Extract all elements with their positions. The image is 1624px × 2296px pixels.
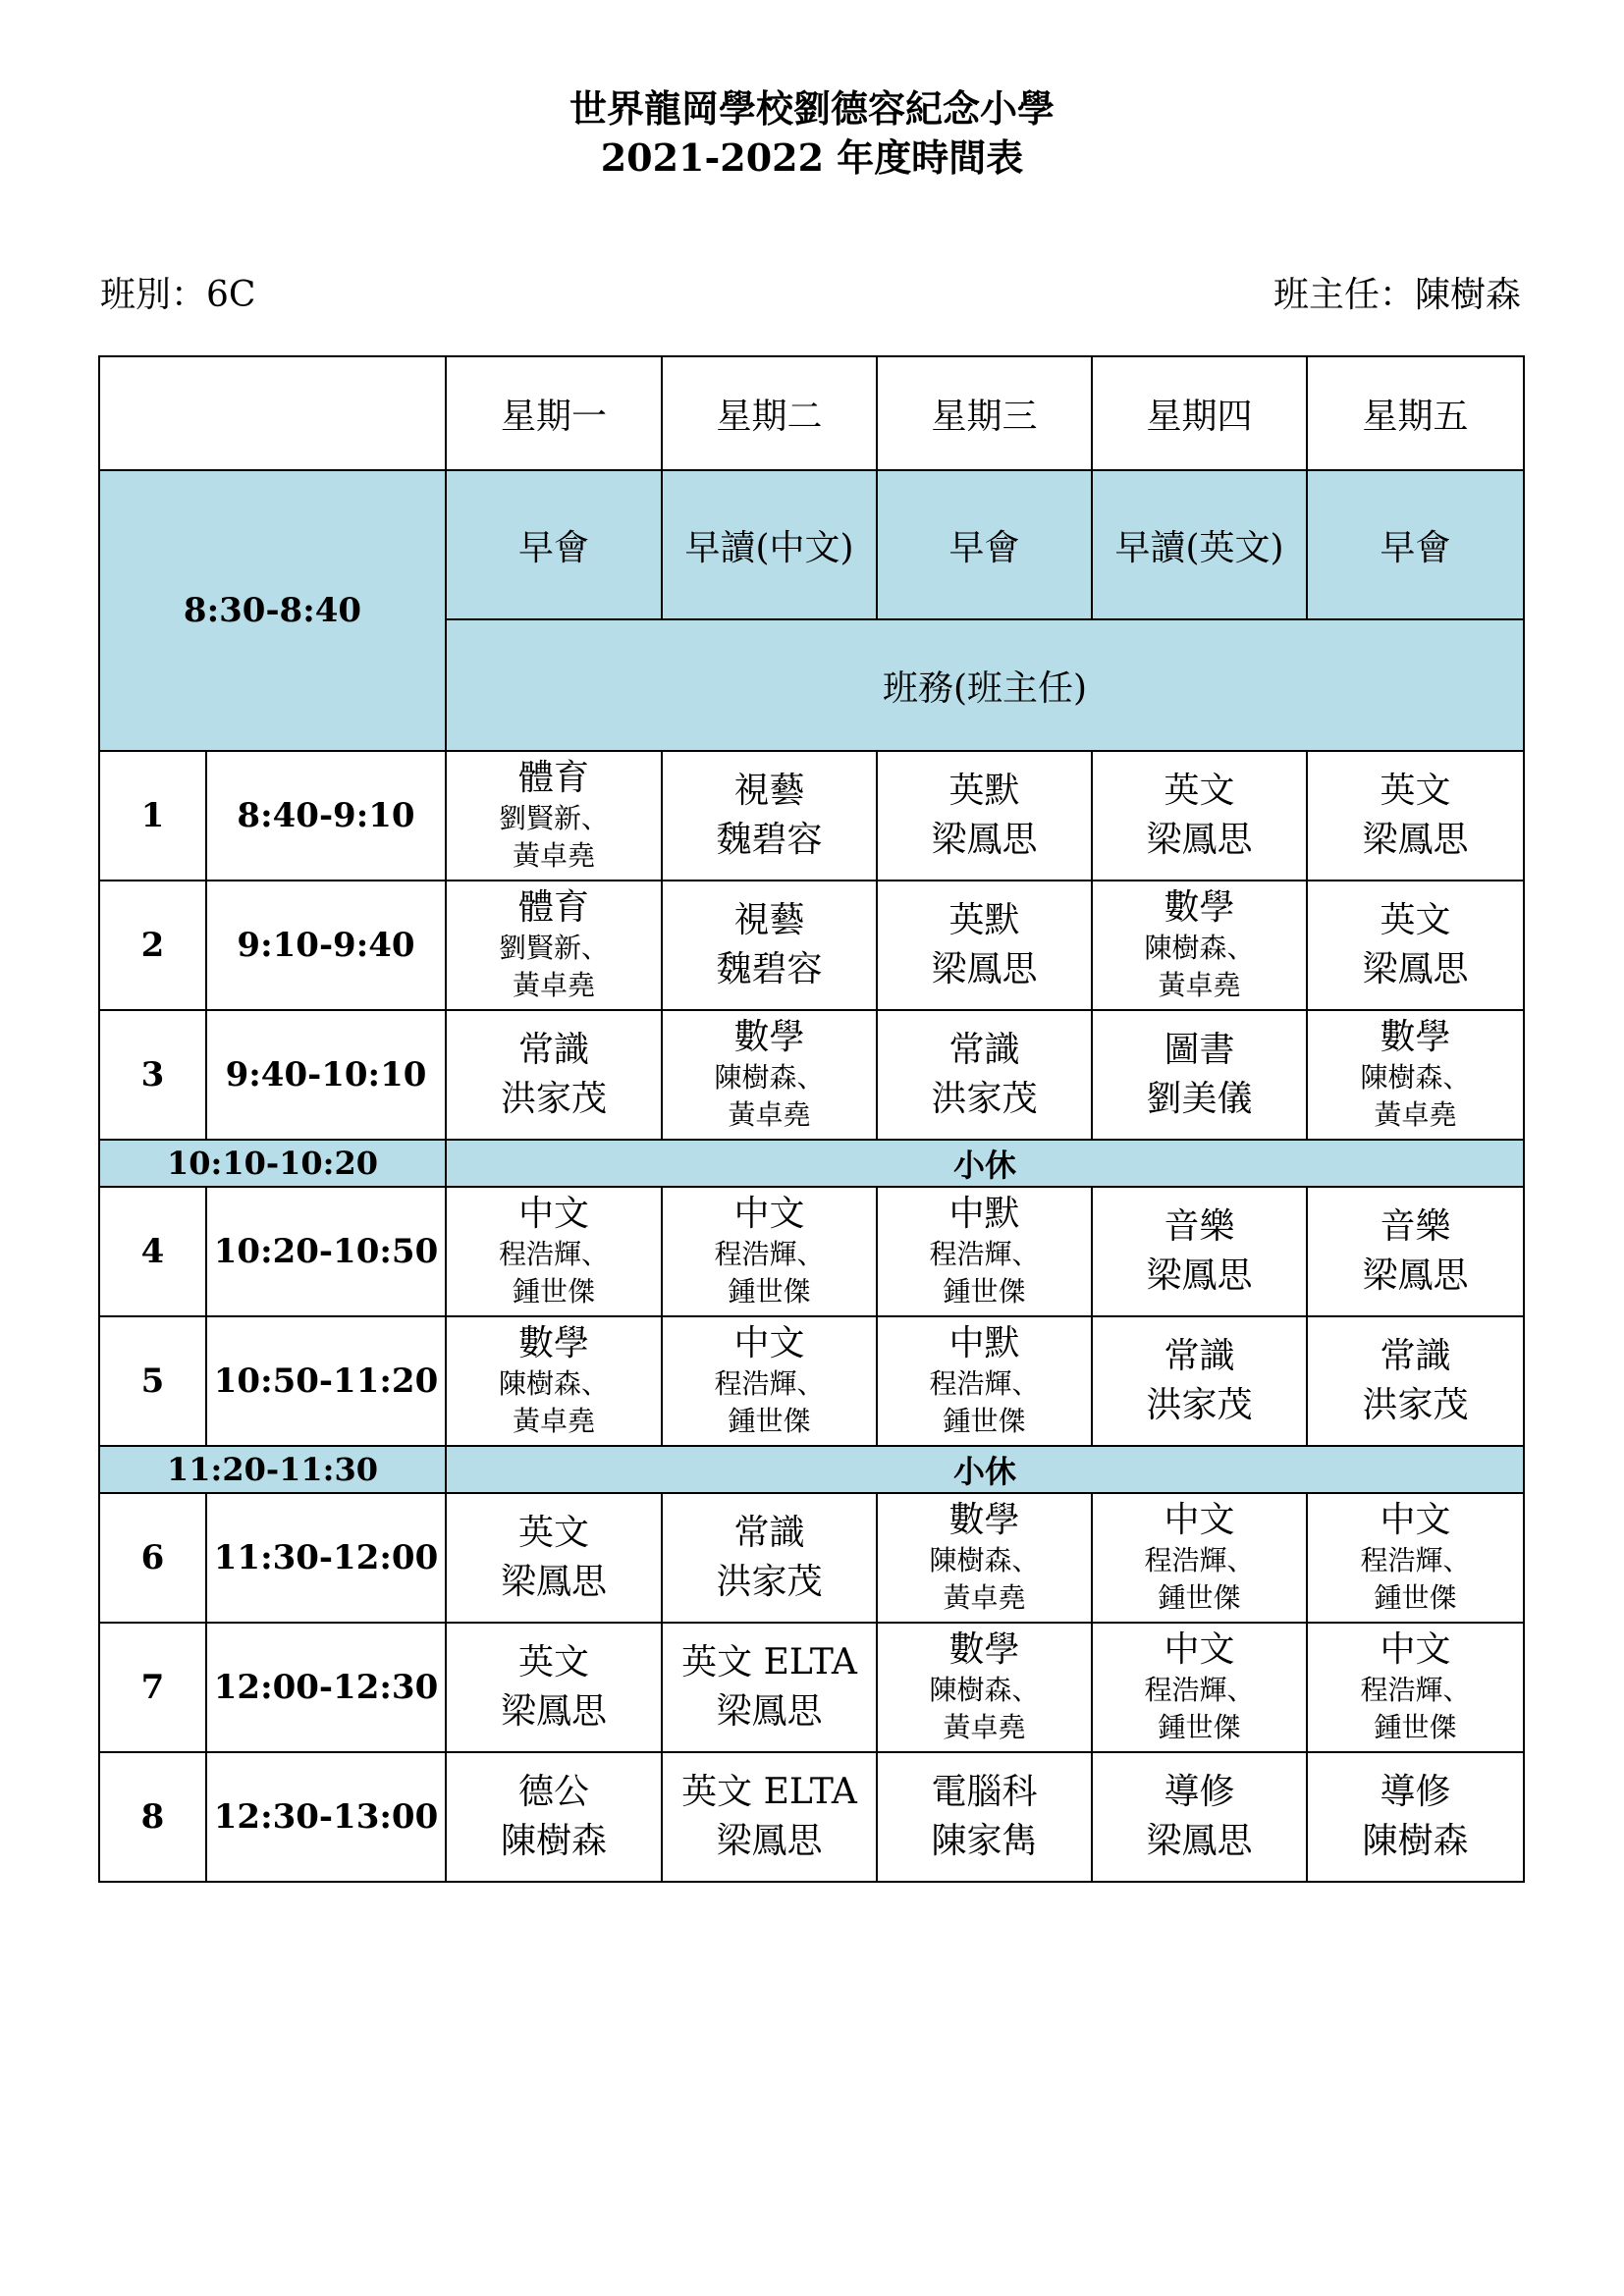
period-time: 10:20-10:50 bbox=[206, 1187, 446, 1316]
lesson-cell bbox=[1092, 1010, 1307, 1140]
morning-activity-monday: 早會 bbox=[446, 470, 662, 619]
subject-name: 英文 bbox=[517, 1513, 589, 1553]
period-number: 1 bbox=[99, 751, 206, 881]
lesson-cell bbox=[1307, 1187, 1524, 1316]
teacher-name: 陳樹森、 bbox=[498, 1367, 609, 1400]
lesson-cell bbox=[877, 1187, 1092, 1316]
subject-name: 數學 bbox=[948, 1500, 1020, 1540]
subject-name: 音樂 bbox=[1164, 1206, 1235, 1247]
subject-name: 數學 bbox=[733, 1017, 805, 1057]
period-number: 6 bbox=[99, 1493, 206, 1623]
teacher-name: 梁鳳思 bbox=[1362, 949, 1469, 989]
teacher-name: 黃卓堯 bbox=[943, 1581, 1026, 1614]
teacher-name: 陳樹森、 bbox=[929, 1674, 1040, 1706]
subject-name: 數學 bbox=[948, 1629, 1020, 1670]
teacher-name: 黃卓堯 bbox=[512, 839, 595, 872]
subject-name: 導修 bbox=[1164, 1772, 1235, 1812]
lesson-cell bbox=[1307, 751, 1524, 881]
subject-name: 英文 ELTA bbox=[681, 1772, 857, 1812]
subject-name: 德公 bbox=[517, 1772, 589, 1812]
lesson-cell bbox=[1307, 1010, 1524, 1140]
lesson-cell bbox=[1092, 1493, 1307, 1623]
subject-name: 常識 bbox=[1164, 1336, 1235, 1376]
period-row bbox=[99, 1316, 1524, 1446]
lesson-cell bbox=[662, 881, 877, 1010]
lesson-cell bbox=[1092, 881, 1307, 1010]
teacher-name: 鍾世傑 bbox=[728, 1275, 811, 1308]
teacher-name: 洪家茂 bbox=[1362, 1385, 1469, 1425]
teacher-name: 魏碧容 bbox=[716, 949, 823, 989]
break-label: 小休 bbox=[446, 1140, 1524, 1187]
period-number: 5 bbox=[99, 1316, 206, 1446]
lesson-cell bbox=[877, 751, 1092, 881]
teacher-name: 陳樹森、 bbox=[1360, 1061, 1471, 1094]
teacher-name: 程浩輝、 bbox=[1360, 1674, 1471, 1706]
period-time: 11:30-12:00 bbox=[206, 1493, 446, 1623]
day-header-row bbox=[99, 356, 1524, 470]
period-row bbox=[99, 1010, 1524, 1140]
teacher-name: 黃卓堯 bbox=[512, 1405, 595, 1437]
lesson-cell bbox=[877, 881, 1092, 1010]
period-time: 8:40-9:10 bbox=[206, 751, 446, 881]
teacher-name: 程浩輝、 bbox=[929, 1367, 1040, 1400]
day-thursday: 星期四 bbox=[1092, 356, 1307, 470]
subject-name: 導修 bbox=[1380, 1772, 1451, 1812]
teacher-name: 洪家茂 bbox=[500, 1079, 607, 1119]
morning-activity-thursday: 早讀(英文) bbox=[1092, 470, 1307, 619]
period-time: 10:50-11:20 bbox=[206, 1316, 446, 1446]
timetable bbox=[98, 355, 1525, 1883]
day-wednesday: 星期三 bbox=[877, 356, 1092, 470]
period-number: 2 bbox=[99, 881, 206, 1010]
subject-name: 常識 bbox=[517, 1030, 589, 1070]
subject-name: 電腦科 bbox=[931, 1772, 1038, 1812]
subject-name: 體育 bbox=[517, 758, 589, 798]
lesson-cell bbox=[1307, 1752, 1524, 1882]
subject-name: 視藝 bbox=[733, 900, 805, 940]
teacher-name: 黃卓堯 bbox=[728, 1098, 811, 1131]
class-teacher-label: 班主任：陳樹森 bbox=[1272, 275, 1521, 315]
lesson-cell bbox=[446, 1316, 662, 1446]
teacher-name: 洪家茂 bbox=[1146, 1385, 1253, 1425]
morning-activity-row bbox=[99, 470, 1524, 619]
lesson-cell bbox=[877, 1752, 1092, 1882]
teacher-name: 黃卓堯 bbox=[512, 969, 595, 1001]
subject-name: 中文 bbox=[1380, 1629, 1451, 1670]
day-tuesday: 星期二 bbox=[662, 356, 877, 470]
lesson-cell bbox=[446, 881, 662, 1010]
teacher-name: 梁鳳思 bbox=[1362, 1255, 1469, 1296]
break-row bbox=[99, 1140, 1524, 1187]
subject-name: 中文 bbox=[1164, 1629, 1235, 1670]
teacher-name: 洪家茂 bbox=[931, 1079, 1038, 1119]
class-label: 班別：6C bbox=[100, 275, 256, 315]
teacher-name: 梁鳳思 bbox=[716, 1821, 823, 1861]
lesson-cell bbox=[1092, 1752, 1307, 1882]
lesson-cell bbox=[1092, 1316, 1307, 1446]
teacher-name: 鍾世傑 bbox=[512, 1275, 595, 1308]
teacher-name: 程浩輝、 bbox=[1144, 1544, 1255, 1576]
morning-time: 8:30-8:40 bbox=[99, 470, 446, 751]
subject-name: 英默 bbox=[948, 900, 1020, 940]
lesson-cell bbox=[877, 1010, 1092, 1140]
teacher-name: 陳樹森 bbox=[500, 1821, 607, 1861]
lesson-cell bbox=[877, 1493, 1092, 1623]
lesson-cell bbox=[1092, 751, 1307, 881]
teacher-name: 劉賢新、 bbox=[498, 932, 609, 964]
teacher-name: 程浩輝、 bbox=[1360, 1544, 1471, 1576]
period-row bbox=[99, 881, 1524, 1010]
class-duty: 班務(班主任) bbox=[446, 619, 1524, 751]
lesson-cell bbox=[662, 1493, 877, 1623]
subject-name: 數學 bbox=[517, 1323, 589, 1363]
teacher-name: 洪家茂 bbox=[716, 1562, 823, 1602]
lesson-cell bbox=[877, 1623, 1092, 1752]
period-row bbox=[99, 1493, 1524, 1623]
lesson-cell bbox=[1092, 1187, 1307, 1316]
period-number: 7 bbox=[99, 1623, 206, 1752]
lesson-cell bbox=[662, 1187, 877, 1316]
lesson-cell bbox=[1307, 1316, 1524, 1446]
day-monday: 星期一 bbox=[446, 356, 662, 470]
lesson-cell bbox=[1307, 1493, 1524, 1623]
teacher-name: 鍾世傑 bbox=[728, 1405, 811, 1437]
period-time: 9:40-10:10 bbox=[206, 1010, 446, 1140]
teacher-name: 程浩輝、 bbox=[929, 1238, 1040, 1270]
lesson-cell bbox=[662, 1752, 877, 1882]
teacher-name: 陳樹森 bbox=[1362, 1821, 1469, 1861]
lesson-cell bbox=[446, 751, 662, 881]
period-number: 8 bbox=[99, 1752, 206, 1882]
corner-cell bbox=[99, 356, 446, 470]
lesson-cell bbox=[446, 1623, 662, 1752]
subject-name: 英默 bbox=[948, 771, 1020, 811]
subject-name: 中文 bbox=[733, 1194, 805, 1234]
teacher-name: 程浩輝、 bbox=[714, 1367, 825, 1400]
subject-name: 常識 bbox=[1380, 1336, 1451, 1376]
subject-name: 英文 bbox=[1164, 771, 1235, 811]
teacher-name: 程浩輝、 bbox=[498, 1238, 609, 1270]
lesson-cell bbox=[1092, 1623, 1307, 1752]
subject-name: 數學 bbox=[1380, 1017, 1451, 1057]
teacher-name: 梁鳳思 bbox=[1146, 1821, 1253, 1861]
period-row bbox=[99, 1187, 1524, 1316]
subject-name: 中默 bbox=[948, 1194, 1020, 1234]
teacher-name: 程浩輝、 bbox=[1144, 1674, 1255, 1706]
teacher-name: 陳家雋 bbox=[931, 1821, 1038, 1861]
teacher-name: 鍾世傑 bbox=[943, 1405, 1026, 1437]
subject-name: 英文 ELTA bbox=[681, 1642, 857, 1682]
subject-name: 音樂 bbox=[1380, 1206, 1451, 1247]
teacher-name: 魏碧容 bbox=[716, 820, 823, 860]
lesson-cell bbox=[1307, 881, 1524, 1010]
period-row bbox=[99, 1623, 1524, 1752]
teacher-name: 劉賢新、 bbox=[498, 802, 609, 834]
teacher-name: 鍾世傑 bbox=[1158, 1581, 1241, 1614]
subject-name: 英文 bbox=[1380, 900, 1451, 940]
teacher-name: 陳樹森、 bbox=[1144, 932, 1255, 964]
teacher-name: 鍾世傑 bbox=[1158, 1711, 1241, 1743]
period-time: 9:10-9:40 bbox=[206, 881, 446, 1010]
timetable-year-title: 2021-2022 年度時間表 bbox=[600, 135, 1024, 180]
teacher-name: 梁鳳思 bbox=[931, 820, 1038, 860]
subject-name: 中默 bbox=[948, 1323, 1020, 1363]
day-friday: 星期五 bbox=[1307, 356, 1524, 470]
subject-name: 視藝 bbox=[733, 771, 805, 811]
teacher-name: 梁鳳思 bbox=[716, 1691, 823, 1732]
lesson-cell bbox=[662, 751, 877, 881]
lesson-cell bbox=[1307, 1623, 1524, 1752]
lesson-cell bbox=[662, 1010, 877, 1140]
lesson-cell bbox=[446, 1010, 662, 1140]
lesson-cell bbox=[662, 1623, 877, 1752]
lesson-cell bbox=[446, 1493, 662, 1623]
teacher-name: 黃卓堯 bbox=[1374, 1098, 1457, 1131]
subject-name: 中文 bbox=[517, 1194, 589, 1234]
period-time: 12:00-12:30 bbox=[206, 1623, 446, 1752]
lesson-cell bbox=[662, 1316, 877, 1446]
teacher-name: 程浩輝、 bbox=[714, 1238, 825, 1270]
lesson-cell bbox=[877, 1316, 1092, 1446]
morning-activity-tuesday: 早讀(中文) bbox=[662, 470, 877, 619]
break-label: 小休 bbox=[446, 1446, 1524, 1493]
teacher-name: 黃卓堯 bbox=[943, 1711, 1026, 1743]
period-time: 12:30-13:00 bbox=[206, 1752, 446, 1882]
teacher-name: 陳樹森、 bbox=[929, 1544, 1040, 1576]
teacher-name: 梁鳳思 bbox=[1362, 820, 1469, 860]
teacher-name: 黃卓堯 bbox=[1158, 969, 1241, 1001]
morning-activity-friday: 早會 bbox=[1307, 470, 1524, 619]
morning-activity-wednesday: 早會 bbox=[877, 470, 1092, 619]
subject-name: 英文 bbox=[517, 1642, 589, 1682]
teacher-name: 梁鳳思 bbox=[500, 1691, 607, 1732]
school-name: 世界龍岡學校劉德容紀念小學 bbox=[568, 86, 1055, 131]
period-row bbox=[99, 1752, 1524, 1882]
subject-name: 常識 bbox=[733, 1513, 805, 1553]
subject-name: 英文 bbox=[1380, 771, 1451, 811]
teacher-name: 鍾世傑 bbox=[943, 1275, 1026, 1308]
teacher-name: 鍾世傑 bbox=[1374, 1711, 1457, 1743]
teacher-name: 梁鳳思 bbox=[1146, 820, 1253, 860]
period-row bbox=[99, 751, 1524, 881]
subject-name: 數學 bbox=[1164, 887, 1235, 928]
teacher-name: 梁鳳思 bbox=[931, 949, 1038, 989]
teacher-name: 梁鳳思 bbox=[1146, 1255, 1253, 1296]
break-time: 10:10-10:20 bbox=[99, 1140, 446, 1187]
subject-name: 中文 bbox=[1380, 1500, 1451, 1540]
teacher-name: 劉美儀 bbox=[1146, 1079, 1253, 1119]
break-time: 11:20-11:30 bbox=[99, 1446, 446, 1493]
subject-name: 中文 bbox=[733, 1323, 805, 1363]
subject-name: 圖書 bbox=[1164, 1030, 1235, 1070]
teacher-name: 梁鳳思 bbox=[500, 1562, 607, 1602]
teacher-name: 鍾世傑 bbox=[1374, 1581, 1457, 1614]
period-number: 3 bbox=[99, 1010, 206, 1140]
subject-name: 常識 bbox=[948, 1030, 1020, 1070]
period-number: 4 bbox=[99, 1187, 206, 1316]
teacher-name: 陳樹森、 bbox=[714, 1061, 825, 1094]
break-row bbox=[99, 1446, 1524, 1493]
lesson-cell bbox=[446, 1187, 662, 1316]
subject-name: 中文 bbox=[1164, 1500, 1235, 1540]
lesson-cell bbox=[446, 1752, 662, 1882]
subject-name: 體育 bbox=[517, 887, 589, 928]
